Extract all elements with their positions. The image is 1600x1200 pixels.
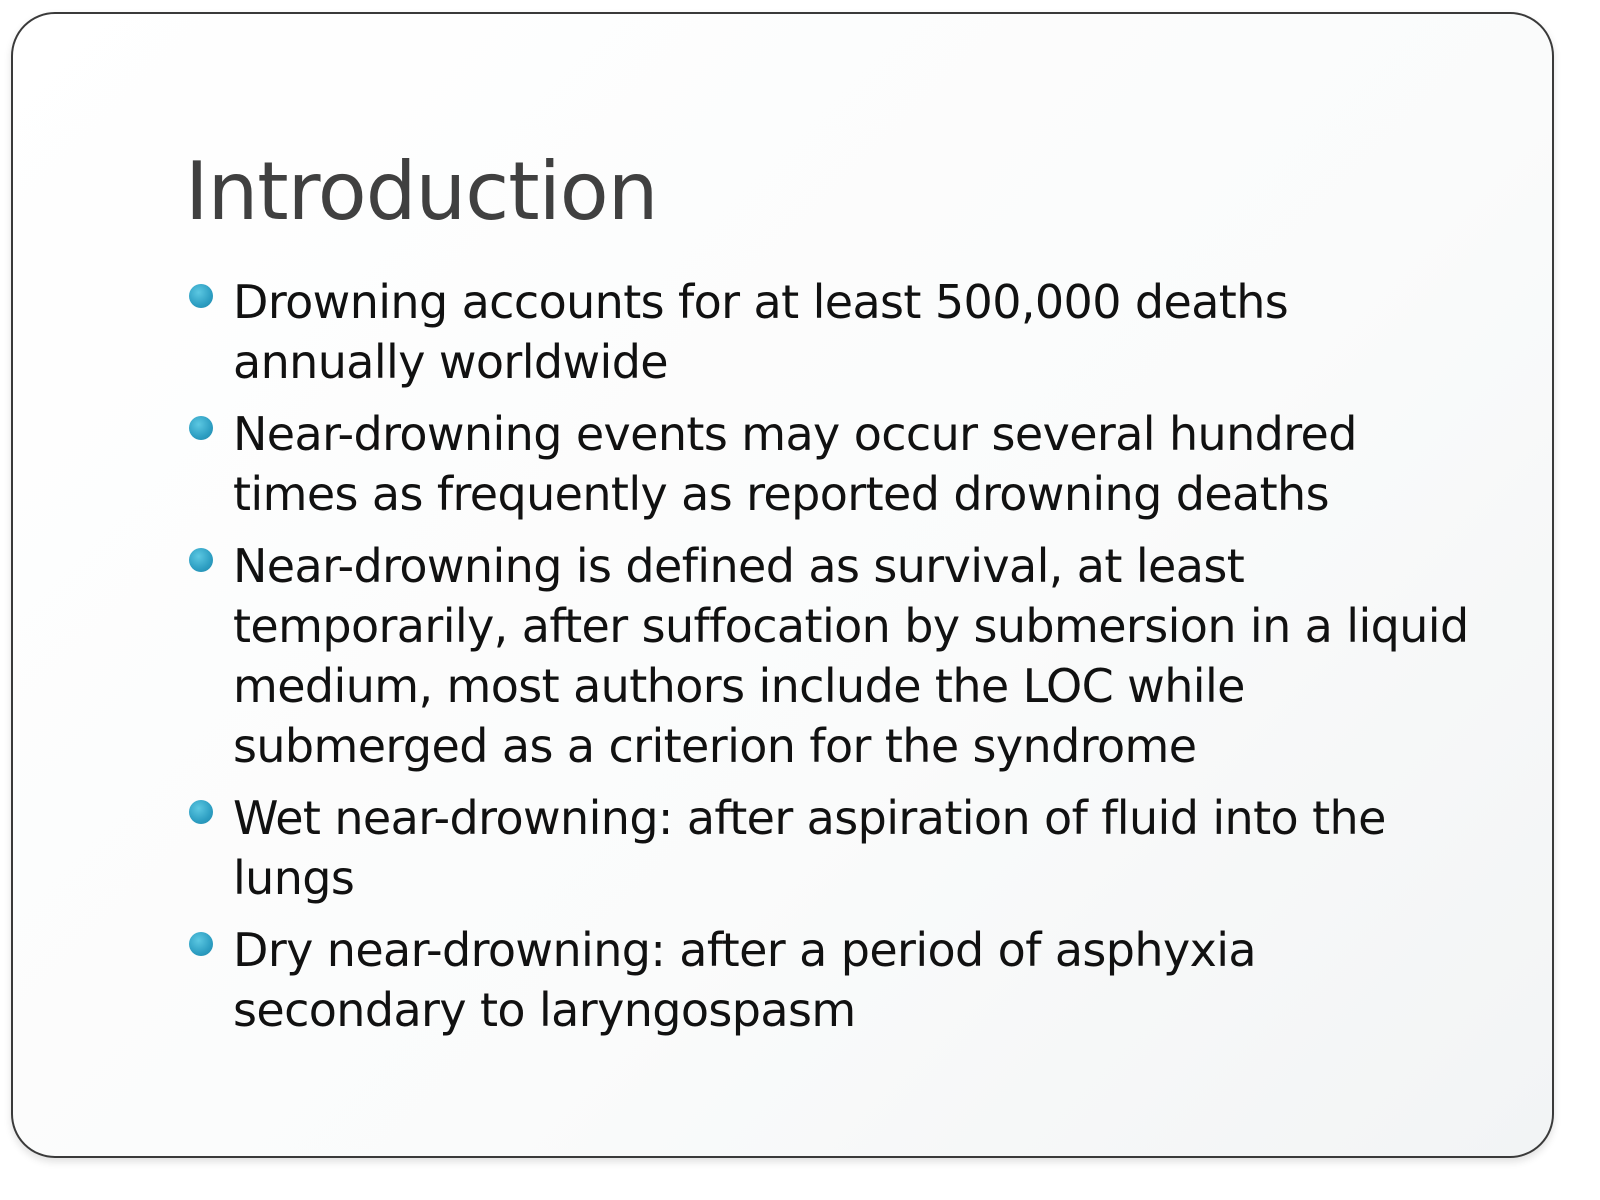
slide-frame bbox=[11, 12, 1554, 1158]
bullet-text: Near-drowning is defined as survival, at least temporarily, after suffocation by submersion in a liquid medium, most authors include the LOC while submerged as a criterion for the syndrome bbox=[233, 539, 1469, 773]
bullet-text: Wet near-drowning: after aspiration of fluid into the lungs bbox=[233, 791, 1386, 905]
list-item bbox=[185, 404, 1475, 524]
list-item bbox=[185, 788, 1475, 908]
list-item bbox=[185, 272, 1475, 392]
bullet-dot-icon bbox=[189, 416, 213, 440]
bullet-text: Drowning accounts for at least 500,000 deaths annually worldwide bbox=[233, 275, 1289, 389]
bullet-dot-icon bbox=[189, 284, 213, 308]
bullet-text: Near-drowning events may occur several hundred times as frequently as reported drowning deaths bbox=[233, 407, 1357, 521]
bullet-list bbox=[185, 272, 1475, 1052]
bullet-dot-icon bbox=[189, 548, 213, 572]
bullet-text: Dry near-drowning: after a period of asphyxia secondary to laryngospasm bbox=[233, 923, 1256, 1037]
slide-title: Introduction bbox=[185, 145, 658, 238]
bullet-dot-icon bbox=[189, 932, 213, 956]
list-item bbox=[185, 536, 1475, 776]
bullet-dot-icon bbox=[189, 800, 213, 824]
list-item bbox=[185, 920, 1475, 1040]
